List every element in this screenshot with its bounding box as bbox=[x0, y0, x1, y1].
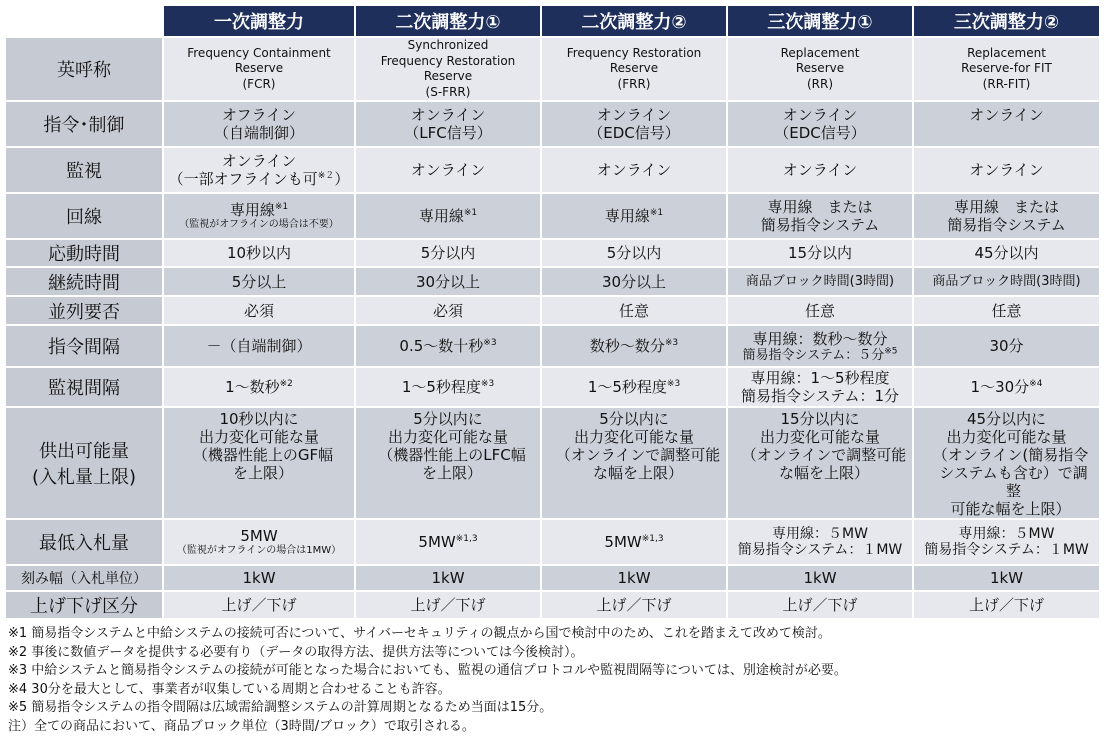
cell-line: 専用線 または bbox=[767, 198, 873, 217]
row-label: 指令間隔 bbox=[5, 325, 163, 367]
cell-line: 専用線：1～5秒程度 bbox=[750, 369, 890, 388]
row-label: 並列要否 bbox=[5, 296, 163, 325]
header-corner bbox=[5, 5, 163, 37]
row-duration bbox=[5, 267, 1100, 296]
cell-line: (S-FRR) bbox=[425, 84, 471, 99]
cell-line: 簡易指令システム：１MW bbox=[924, 542, 1089, 559]
footnote-ref: ※1 bbox=[649, 208, 664, 219]
cell-rr bbox=[727, 367, 913, 407]
cell-rrfit: 30分 bbox=[913, 325, 1100, 367]
row-monitoring-interval bbox=[5, 367, 1100, 407]
row-label: 上げ下げ区分 bbox=[5, 591, 163, 619]
cell-line: 専用線：５MW bbox=[958, 525, 1055, 542]
cell-frr: 1kW bbox=[541, 565, 727, 591]
cell-line: （自端制御） bbox=[213, 124, 304, 143]
row-label: 監視間隔 bbox=[5, 367, 163, 407]
cell-frr bbox=[541, 325, 727, 367]
cell-rrfit: 上げ／下げ bbox=[913, 591, 1100, 619]
cell-frr bbox=[541, 37, 727, 101]
cell-fcr bbox=[163, 193, 355, 239]
cell-line: 5MW bbox=[240, 527, 278, 546]
footnote-ref: ※２ bbox=[317, 171, 335, 182]
cell-line: を上限） bbox=[421, 464, 482, 483]
cell-line: Replacement bbox=[967, 45, 1046, 60]
cell-fcr bbox=[163, 367, 355, 407]
cell-note: （監視がオフラインの場合は不要） bbox=[179, 219, 339, 231]
footnote-ref: ※2 bbox=[279, 379, 293, 390]
cell-fcr bbox=[163, 37, 355, 101]
cell-frr: 上げ／下げ bbox=[541, 591, 727, 619]
cell-rrfit: オンライン bbox=[913, 147, 1100, 193]
cell-rr bbox=[727, 101, 913, 147]
footnote-ref: ※3 bbox=[664, 338, 679, 349]
header-tertiary-2: 三次調整力② bbox=[913, 5, 1100, 37]
cell-line: （機器性能上のLFC幅 bbox=[378, 446, 526, 465]
row-monitoring bbox=[5, 147, 1100, 193]
cell-line: Reserve bbox=[234, 61, 284, 76]
row-increment bbox=[5, 565, 1100, 591]
header-secondary-2: 二次調整力② bbox=[541, 5, 727, 37]
cell-text: 0.5～数十秒 bbox=[399, 337, 484, 356]
cell-line: 出力変化可能な量 bbox=[946, 428, 1067, 447]
cell-rrfit bbox=[913, 407, 1100, 519]
row-direction bbox=[5, 591, 1100, 619]
cell-line: オンライン bbox=[782, 106, 858, 125]
cell-frr: オンライン bbox=[541, 147, 727, 193]
cell-sfrr: 30分以上 bbox=[355, 267, 541, 296]
cell-fcr: 必須 bbox=[163, 296, 355, 325]
cell-sfrr bbox=[355, 325, 541, 367]
cell-sfrr bbox=[355, 407, 541, 519]
cell-rr bbox=[727, 193, 913, 239]
row-english-name bbox=[5, 37, 1100, 101]
cell-line: (FRR) bbox=[617, 76, 651, 91]
cell-line: （LFC信号） bbox=[404, 124, 492, 143]
cell-text: 5MW bbox=[418, 533, 456, 552]
cell-line: 出力変化可能な量 bbox=[573, 428, 694, 447]
cell-line: （機器性能上のGF幅 bbox=[192, 446, 334, 465]
cell-text: 専用線 bbox=[604, 207, 650, 226]
cell-frr: 30分以上 bbox=[541, 267, 727, 296]
cell-line: システムも含む）で調整 bbox=[939, 464, 1088, 501]
cell-rrfit bbox=[913, 519, 1100, 565]
cell-text: 1～数秒 bbox=[225, 378, 280, 397]
cell-text: ） bbox=[334, 170, 350, 189]
cell-line: 簡易指令システム：１MW bbox=[737, 542, 903, 559]
footnote-ref: ※1 bbox=[463, 208, 478, 219]
cell-rr bbox=[727, 37, 913, 101]
cell-line: Reserve bbox=[423, 69, 473, 84]
cell-text: 1～5秒程度 bbox=[587, 378, 667, 397]
cell-line: Replacement bbox=[780, 45, 860, 60]
footnote-ref: ※4 bbox=[1029, 379, 1043, 390]
footnote-ref: ※5 bbox=[884, 346, 898, 357]
cell-line: オンライン bbox=[221, 152, 297, 171]
cell-text: 数秒～数分 bbox=[589, 337, 665, 356]
cell-text: 簡易指令システム：５分 bbox=[742, 347, 885, 363]
footnotes bbox=[8, 625, 1098, 736]
cell-line bbox=[168, 201, 350, 219]
cell-frr bbox=[541, 101, 727, 147]
row-label bbox=[5, 407, 163, 519]
cell-rr: 任意 bbox=[727, 296, 913, 325]
cell-line: Reserve bbox=[609, 61, 659, 76]
footnote-1: ※1 簡易指令システムと中給システムの接続可否について、サイバーセキュリティの観点から国で検討中のため、これを踏まえて改めて検討。 bbox=[8, 626, 831, 641]
cell-rrfit bbox=[913, 37, 1100, 101]
cell-line: 15分以内に bbox=[780, 410, 860, 429]
cell-line bbox=[168, 170, 350, 188]
cell-line: Frequency Restoration bbox=[380, 53, 516, 68]
cell-frr: 任意 bbox=[541, 296, 727, 325]
cell-line: 専用線 または bbox=[953, 198, 1059, 217]
cell-rr: 上げ／下げ bbox=[727, 591, 913, 619]
cell-line: オンライン bbox=[410, 106, 486, 125]
label-line: 供出可能量 bbox=[39, 441, 129, 463]
row-min-bid bbox=[5, 519, 1100, 565]
cell-rr bbox=[727, 325, 913, 367]
row-response-time bbox=[5, 239, 1100, 267]
cell-sfrr: 必須 bbox=[355, 296, 541, 325]
cell-line bbox=[732, 348, 908, 364]
cell-line: Frequency Containment bbox=[187, 45, 331, 60]
cell-line: 可能な幅を上限） bbox=[950, 500, 1071, 519]
cell-line: (FCR) bbox=[242, 76, 276, 91]
row-label: 監視 bbox=[5, 147, 163, 193]
header-tertiary-1: 三次調整力① bbox=[727, 5, 913, 37]
footnote-2: ※2 事後に数値データを提供する必要有り（データの取得方法、提供方法等については今後検討）。 bbox=[8, 644, 584, 660]
cell-fcr: 上げ／下げ bbox=[163, 591, 355, 619]
cell-sfrr bbox=[355, 367, 541, 407]
cell-fcr bbox=[163, 519, 355, 565]
footnote-ref: ※1 bbox=[274, 202, 289, 213]
row-label: 指令･制御 bbox=[5, 101, 163, 147]
cell-note: （監視がオフラインの場合は1MW） bbox=[176, 545, 342, 557]
cell-rrfit bbox=[913, 367, 1100, 407]
row-line bbox=[5, 193, 1100, 239]
cell-line: 専用線：数秒～数分 bbox=[752, 329, 888, 348]
cell-line: Frequency Restoration bbox=[566, 45, 702, 60]
footnote-ref: ※3 bbox=[480, 379, 495, 390]
row-label: 応動時間 bbox=[5, 239, 163, 267]
cell-rrfit: 商品ブロック時間(3時間) bbox=[913, 267, 1100, 296]
cell-fcr bbox=[163, 101, 355, 147]
footnote-3: ※3 中給システムと簡易指令システムの接続が可能となった場合においても、監視の通信プロトコルや監視間隔等については、別途検討が必要。 bbox=[8, 663, 847, 678]
cell-sfrr: 5分以内 bbox=[355, 239, 541, 267]
header-row bbox=[5, 5, 1100, 37]
cell-line: (RR) bbox=[806, 76, 834, 91]
cell-line: オンライン bbox=[969, 106, 1044, 125]
header-secondary-1: 二次調整力① bbox=[355, 5, 541, 37]
cell-rrfit: 1kW bbox=[913, 565, 1100, 591]
cell-fcr bbox=[163, 147, 355, 193]
cell-line: 簡易指令システム bbox=[947, 216, 1066, 235]
cell-sfrr: 1kW bbox=[355, 565, 541, 591]
footnote-5: ※5 簡易指令システムの指令間隔は広域需給調整システムの計算周期となるため当面は15分。 bbox=[8, 700, 553, 715]
cell-text: 専用線 bbox=[229, 201, 275, 220]
cell-rr: 商品ブロック時間(3時間) bbox=[727, 267, 913, 296]
cell-rrfit: 45分以内 bbox=[913, 239, 1100, 267]
cell-line: 簡易指令システム：1分 bbox=[740, 387, 900, 406]
cell-line: 5分以内に bbox=[599, 410, 669, 429]
label-line: (入札量上限) bbox=[31, 467, 137, 489]
cell-text: 専用線 bbox=[418, 207, 464, 226]
row-label: 最低入札量 bbox=[5, 519, 163, 565]
cell-rr bbox=[727, 519, 913, 565]
cell-line: （EDC信号） bbox=[774, 124, 866, 143]
cell-line: 45分以内に bbox=[966, 410, 1047, 429]
cell-rr: オンライン bbox=[727, 147, 913, 193]
cell-rr: 1kW bbox=[727, 565, 913, 591]
cell-text: 5MW bbox=[604, 533, 642, 552]
cell-line: を上限） bbox=[232, 464, 293, 483]
cell-line: 10秒以内に bbox=[219, 410, 299, 429]
row-parallel bbox=[5, 296, 1100, 325]
cell-fcr bbox=[163, 407, 355, 519]
cell-line: 出力変化可能な量 bbox=[198, 428, 319, 447]
cell-rr: 15分以内 bbox=[727, 239, 913, 267]
cell-sfrr bbox=[355, 519, 541, 565]
cell-line: Synchronized bbox=[407, 38, 489, 52]
cell-fcr: －（自端制御） bbox=[163, 325, 355, 367]
footnote-ref: ※3 bbox=[666, 379, 681, 390]
cell-line: 簡易指令システム bbox=[760, 216, 880, 235]
footnote-ref: ※1,3 bbox=[455, 534, 478, 545]
cell-text: 1～30分 bbox=[970, 378, 1030, 397]
cell-line: 5分以内に bbox=[413, 410, 483, 429]
row-label: 英呼称 bbox=[5, 37, 163, 101]
cell-frr bbox=[541, 193, 727, 239]
cell-line: な幅を上限） bbox=[778, 464, 869, 483]
cell-line: （オンラインで調整可能 bbox=[555, 446, 721, 465]
cell-sfrr: オンライン bbox=[355, 147, 541, 193]
cell-line: （オンラインで調整可能 bbox=[741, 446, 907, 465]
cell-fcr: 1kW bbox=[163, 565, 355, 591]
cell-frr: 5分以内 bbox=[541, 239, 727, 267]
cell-line: （EDC信号） bbox=[588, 124, 680, 143]
reserve-comparison-table bbox=[4, 4, 1101, 620]
cell-frr bbox=[541, 407, 727, 519]
cell-rrfit bbox=[913, 101, 1100, 147]
row-label: 刻み幅（入札単位） bbox=[5, 565, 163, 591]
cell-fcr: 10秒以内 bbox=[163, 239, 355, 267]
cell-text: （一部オフラインも可 bbox=[168, 170, 318, 189]
footnote-ref: ※1,3 bbox=[641, 534, 664, 545]
cell-sfrr bbox=[355, 193, 541, 239]
header-primary: 一次調整力 bbox=[163, 5, 355, 37]
footnote-4: ※4 30分を最大として、事業者が収集している周期と合わせることも許容。 bbox=[8, 681, 451, 697]
cell-line: （オンライン(簡易指令 bbox=[932, 446, 1089, 465]
row-supply-capacity bbox=[5, 407, 1100, 519]
cell-rr bbox=[727, 407, 913, 519]
cell-fcr: 5分以上 bbox=[163, 267, 355, 296]
footnote-ref: ※3 bbox=[483, 338, 497, 349]
cell-sfrr: 上げ／下げ bbox=[355, 591, 541, 619]
cell-frr bbox=[541, 519, 727, 565]
cell-line: オンライン bbox=[596, 106, 672, 125]
row-label: 回線 bbox=[5, 193, 163, 239]
cell-sfrr bbox=[355, 101, 541, 147]
cell-sfrr bbox=[355, 37, 541, 101]
row-command-control bbox=[5, 101, 1100, 147]
cell-rrfit bbox=[913, 193, 1100, 239]
cell-frr bbox=[541, 367, 727, 407]
cell-rrfit: 任意 bbox=[913, 296, 1100, 325]
cell-line: (RR-FIT) bbox=[982, 76, 1031, 91]
cell-line: Reserve bbox=[795, 61, 845, 76]
row-label: 継続時間 bbox=[5, 267, 163, 296]
cell-line: な幅を上限） bbox=[592, 464, 683, 483]
footnote-remark: 注）全ての商品において、商品ブロック単位（3時間/ブロック）で取引される。 bbox=[8, 718, 475, 734]
cell-text: 1～5秒程度 bbox=[401, 378, 481, 397]
cell-line: 出力変化可能な量 bbox=[387, 428, 508, 447]
cell-line: Reserve-for FIT bbox=[961, 61, 1052, 76]
cell-line: 出力変化可能な量 bbox=[759, 428, 880, 447]
cell-line: 専用線：５MW bbox=[772, 525, 868, 542]
row-command-interval bbox=[5, 325, 1100, 367]
cell-line: オフライン bbox=[221, 106, 297, 125]
